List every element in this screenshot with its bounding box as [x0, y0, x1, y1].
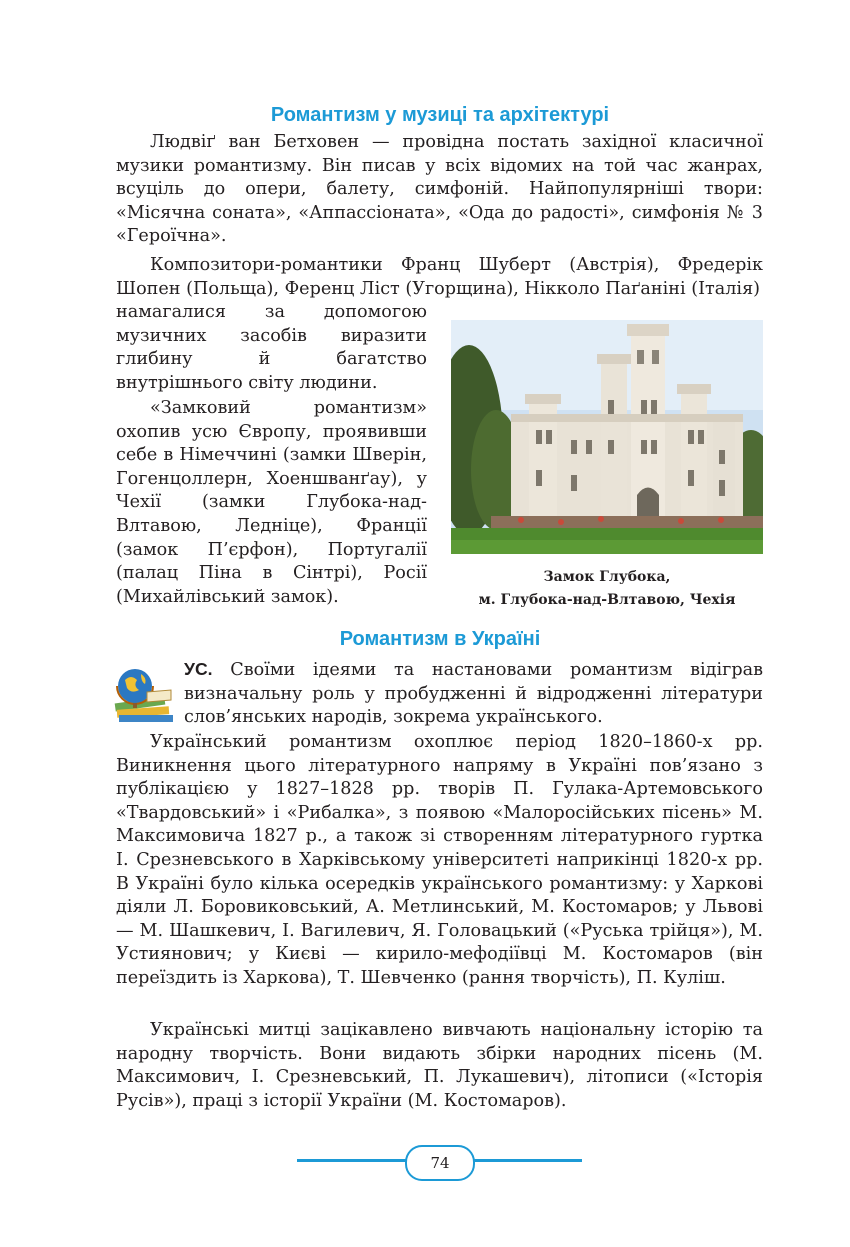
paragraph-beethoven: Людвіґ ван Бетховен — провідна постать західної класичної музики романтизму. Він писав у всіх відомих на той час жанрах, всуціль до опери, балету, симфоній. Найпопулярніші твори: «Місячна соната», «Аппассіоната», «Ода до радості», симфонія № 3 «Героїчна».	[116, 132, 763, 247]
footer-line-right	[471, 1159, 582, 1162]
us-label: УС.	[184, 659, 213, 679]
footer-line-left	[297, 1159, 407, 1162]
globe-books-icon	[113, 660, 179, 726]
us-paragraph	[184, 658, 763, 730]
paragraph-composers-intro: Композитори-романтики Франц Шуберт (Австрія), Фредерік Шопен (Польща), Ференц Ліст (Угорщина), Нікколо Паґаніні (Італія)	[116, 255, 763, 299]
section-heading-music-architecture: Романтизм у музиці та архітектурі	[270, 104, 610, 126]
paragraph-composers-continued: намагалися за допомогою музичних засобів виразити глибину й багатство внутрішнього світу людини.	[116, 302, 427, 393]
caption-line-2: м. Глубока-над-Влтавою, Чехія	[478, 592, 736, 608]
photo-caption	[451, 566, 763, 612]
paragraph-ukrainian-romanticism: Український романтизм охоплює період 1820–1860-х рр. Виникнення цього літературного напряму в Україні пов’язано з публікацією у 1827–1828 рр. творів П. Гулака-Артемовського «Твардовський» і «Рибалка», з появою «Малоросійських пісень» М. Максимовича 1827 р., а також зі створенням літературного гуртка І. Срезневського в Харківському університеті наприкінці 1820-х рр. В Україні було кілька осередків українського романтизму: у Харкові діяли Л. Боровиковський, А. Метлинський, М. Костомаров; у Львові — М. Шашкевич, І. Вагилевич, Я. Головацький («Руська трійця»), М. Устиянович; у Києві — кирило-мефодіївці М. Костомаров (він переїздить із Харкова), Т. Шевченко (рання творчість), П. Куліш.	[116, 732, 763, 988]
us-text: Своїми ідеями та настановами романтизм відіграв визначальну роль у пробудженні й відродженні літератури слов’янських народів, зокрема українського.	[184, 660, 764, 728]
castle-photo	[451, 320, 763, 554]
caption-line-1: Замок Глубока,	[543, 569, 671, 585]
page-number: 74	[405, 1145, 475, 1181]
paragraph-castle-romanticism: «Замковий романтизм» охопив усю Європу, проявивши себе в Німеччині (замки Шверін, Гогенцоллерн, Хоеншванґау), у Чехії (замки Глубока-над-Влтавою, Ледніце), Франції (замок П’єрфон), Португалії (палац Піна в Сінтрі), Росії (Михайлівський замок).	[116, 398, 427, 607]
paragraph-ukrainian-artists: Українські митці зацікавлено вивчають національну історію та народну творчість. Вони видають збірки народних пісень (М. Максимович, І. Срезневський, П. Лукашевич), літописи («Історія Русів»), праці з історії України (М. Костомаров).	[116, 1020, 763, 1111]
section-heading-ukraine: Романтизм в Україні	[339, 628, 541, 650]
